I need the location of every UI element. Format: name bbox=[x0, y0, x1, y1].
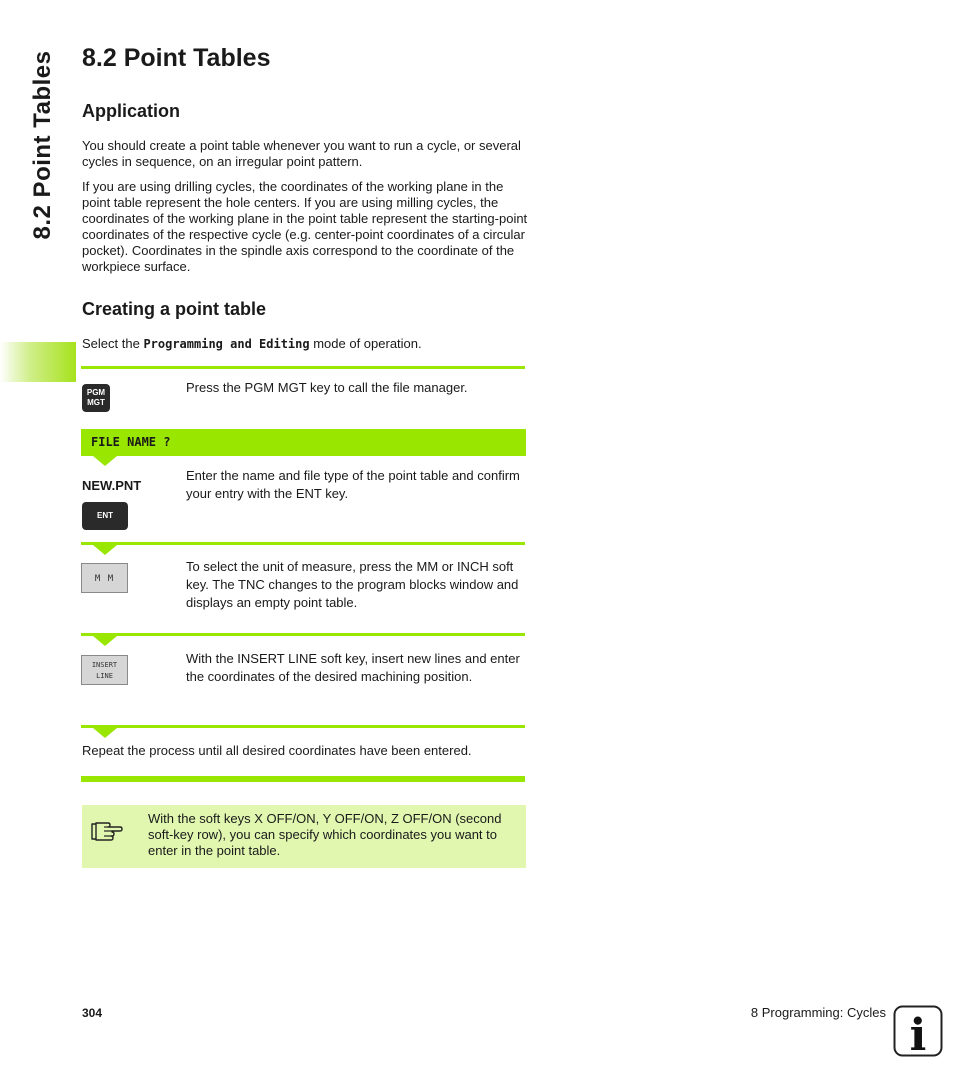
page-title: 8.2 Point Tables bbox=[82, 44, 271, 72]
repeat-instruction: Repeat the process until all desired coordinates have been entered. bbox=[82, 743, 472, 758]
select-prefix: Select the bbox=[82, 336, 144, 351]
step-arrow-icon bbox=[93, 545, 117, 555]
file-name-prompt-bar bbox=[81, 429, 526, 456]
step-divider bbox=[81, 633, 525, 636]
section-end-bar bbox=[81, 776, 525, 782]
step-arrow-icon bbox=[93, 456, 117, 466]
pointing-hand-icon bbox=[90, 815, 126, 841]
step-arrow-icon bbox=[93, 636, 117, 646]
step-divider bbox=[81, 725, 525, 728]
pgm-mgt-key[interactable]: PGM MGT bbox=[82, 384, 110, 412]
step-arrow-icon bbox=[93, 728, 117, 738]
select-suffix: mode of operation. bbox=[309, 336, 422, 351]
insert-line-instruction: With the INSERT LINE soft key, insert new lines and enter the coordinates of the desired machining position. bbox=[186, 651, 520, 684]
mm-instruction: To select the unit of measure, press the MM or INCH soft key. The TNC changes to the program blocks window and displays an empty point table. bbox=[186, 559, 519, 610]
insert-line-softkey[interactable]: INSERT LINE bbox=[81, 655, 128, 685]
note-text: With the soft keys X OFF/ON, Y OFF/ON, Z OFF/ON (second soft-key row), you can specify which coordinates you want to enter in the point table. bbox=[148, 811, 502, 858]
application-heading: Application bbox=[82, 101, 180, 121]
creating-heading: Creating a point table bbox=[82, 299, 267, 319]
ent-key[interactable]: ENT bbox=[82, 502, 128, 530]
side-tab-title: 8.2 Point Tables bbox=[29, 50, 56, 240]
svg-text:i: i bbox=[909, 1010, 927, 1057]
application-paragraph-2: If you are using drilling cycles, the coordinates of the working plane in the point table represent the hole centers. If you are using milling cycles, the coordinates of the working plane in the point table represent the starting-point coordinates of the respective cycle (e.g. center-point coordinates of a circular pocket). Coordinates in the spindle axis correspond to the coordinate of the workpiece surface. bbox=[82, 179, 528, 274]
note-box bbox=[82, 805, 526, 868]
pgm-mgt-instruction: Press the PGM MGT key to call the file manager. bbox=[186, 380, 468, 395]
page-number: 304 bbox=[82, 1006, 103, 1020]
file-name-entry: NEW.PNT bbox=[82, 478, 142, 493]
ent-instruction: Enter the name and file type of the point table and confirm your entry with the ENT key. bbox=[186, 468, 520, 501]
application-paragraph-1: You should create a point table whenever you want to run a cycle, or several cycles in sequence, on an irregular point pattern. bbox=[82, 138, 521, 169]
chapter-title: 8 Programming: Cycles bbox=[750, 1005, 886, 1020]
mode-name: Programming and Editing bbox=[143, 337, 310, 351]
info-icon bbox=[893, 1005, 943, 1057]
file-name-prompt: FILE NAME ? bbox=[91, 435, 171, 449]
mm-softkey[interactable]: M M bbox=[81, 563, 128, 593]
select-mode-text bbox=[82, 336, 532, 352]
step-divider bbox=[81, 542, 525, 545]
step-divider bbox=[81, 366, 525, 369]
side-tab-marker bbox=[0, 342, 76, 382]
